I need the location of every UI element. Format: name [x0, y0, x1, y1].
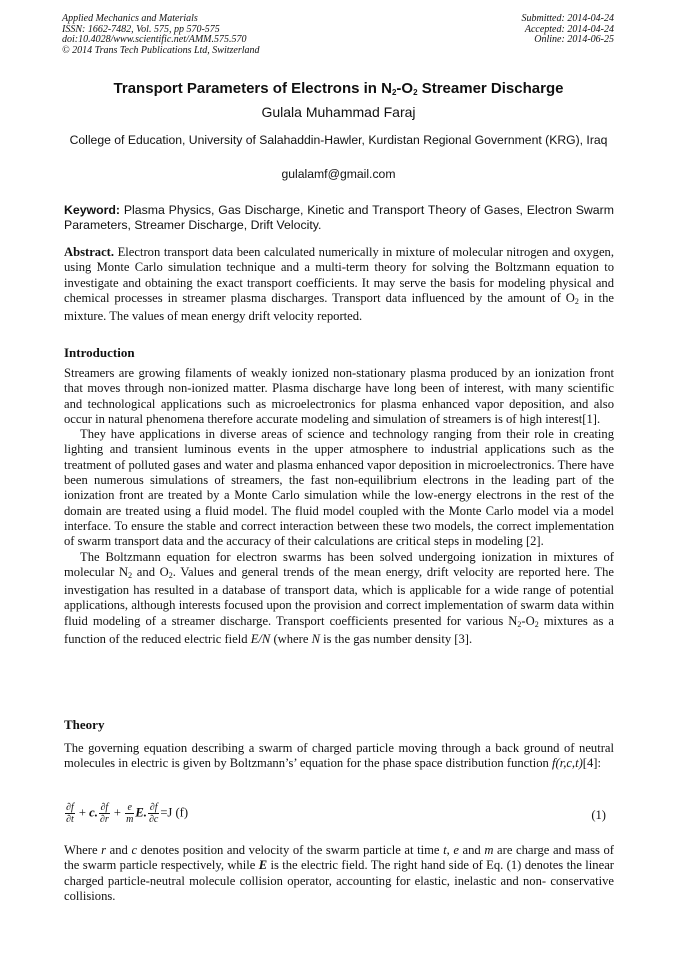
- journal-name: Applied Mechanics and Materials: [62, 13, 198, 24]
- journal-header: [62, 14, 260, 56]
- abstract-label: Abstract.: [64, 245, 115, 259]
- introduction-body: [64, 366, 614, 647]
- frac-df-dr: $\frac{\partial f}{\partial r}$: [99, 802, 109, 825]
- theory-paragraph-2: Where r and c denotes position and velocity of the swarm particle at time t, e and m are charge and mass of the swarm particle respectively, while E is the electric field. The right hand side of Eq. (1) denotes the linear charged particle-neutral molecule collision operator, accounting for elastic, inelastic and non- conservative collisions.: [64, 843, 615, 903]
- frac-df-dc: $\frac{\partial f}{\partial c}$: [148, 802, 159, 825]
- affiliation: College of Education, University of Salahaddin-Hawler, Kurdistan Regional Government (KRG), Iraq: [69, 133, 608, 147]
- author-name: Gulala Muhammad Faraj: [261, 104, 416, 120]
- frac-df-dt: $\frac{\partial f}{\partial t}$: [66, 802, 74, 825]
- paper-title: Transport Parameters of Electrons in $N_2-O_2$ Streamer Discharge: [113, 80, 564, 97]
- equation-formula: $\frac{\partial f}{\partial t}$ + c. $\frac{\partial f}{\partial r}$ + $\frac{e}{m}$ E. $\frac{\partial f}{\partial c}$ =J (f): [66, 802, 189, 825]
- theory-body: [64, 741, 614, 772]
- dates-header: [522, 14, 615, 46]
- copyright: © 2014 Trans Tech Publications Ltd, Switzerland: [62, 44, 260, 56]
- boltzmann-equation: [64, 802, 614, 832]
- intro-paragraph-3: The Boltzmann equation for electron swarms has been solved undergoing ionization in mixtures of molecular $N_2$ and $O_2$. Values and general trends of the mean energy, drift velocity are reported here. The investigation has resulted in a database of transport data, which is applicable for a wide range of potential applications, although interests focused upon the provision and correct implementation of swarm data within fluid modeling of a streamer discharge. Transport coefficients presented for various $N_2-O_2$ mixtures as a function of the reduced electric field E/N (where N is the gas number density [3].: [64, 549, 615, 647]
- equation-number: (1): [591, 808, 606, 822]
- doi: doi:10.4028/www.scientific.net/AMM.575.570: [62, 34, 247, 45]
- accepted-date: Accepted: 2014-04-24: [524, 23, 614, 35]
- theory-paragraph-1: The governing equation describing a swarm of charged particle moving through a back ground of neutral molecules in electric is given by Boltzmann’s’ equation for the phase space distribution function f(r,c,t)[4]:: [64, 741, 614, 771]
- intro-paragraph-1: Streamers are growing filaments of weakly ionized non-stationary plasma produced by an ionization front that moves through non-ionized matter. Plasma discharge have long been of interest, with many scientific and technological applications such as microelectronics for plasma enhanced vapor deposition, and also occur in natural phenomena therefore accurate modeling and simulation of streamers is of high interest[1].: [64, 366, 614, 426]
- intro-paragraph-2: They have applications in diverse areas of science and technology ranging from their role in creating lighting and transient luminous events in the upper atmosphere to industrial applications such as the treatment of polluted gases and water and plasma enhanced vapor deposition in microelectronics. There have been numerous simulations of streamers, the fast non-equilibrium electrons in the leading part of the ionization front are treated by a Monte Carlo simulation while the low-energy electrons in the rest of the domain are treated using a fluid model. The fluid model coupled with the Monte Carlo model via a model interface. To ensure the stable and correct interaction between these two models, the correct implementation of swarm transport data and the accuracy of their calculations are critical steps in modeling [2].: [64, 427, 614, 549]
- theory-heading: Theory: [64, 717, 105, 732]
- keywords-label: Keyword:: [64, 203, 121, 217]
- online-date: Online: 2014-06-25: [534, 34, 614, 45]
- abstract: Abstract. Electron transport data been calculated numerically in mixture of molecular nitrogen and oxygen, using Monte Carlo simulation technique and a multi-term theory for solving the Boltzmann equation to investigate and obtaining the exact transport coefficients. It may serve the basis for modeling physical and chemical processes in streamer plasma discharges. Transport data influenced by the amount of $O_2$ in the mixture. The values of mean energy drift velocity reported.: [64, 245, 614, 324]
- frac-e-m: $\frac{e}{m}$: [126, 802, 134, 825]
- submitted-date: Submitted: 2014-04-24: [521, 13, 614, 24]
- introduction-heading: Introduction: [64, 345, 135, 360]
- journal-issn: ISSN: 1662-7482, Vol. 575, pp 570-575: [62, 23, 220, 35]
- keywords: Keyword: Plasma Physics, Gas Discharge, Kinetic and Transport Theory of Gases, Electron Swarm Parameters, Streamer Discharge, Drift Velocity.: [64, 203, 614, 232]
- email: gulalamf@gmail.com: [281, 167, 396, 181]
